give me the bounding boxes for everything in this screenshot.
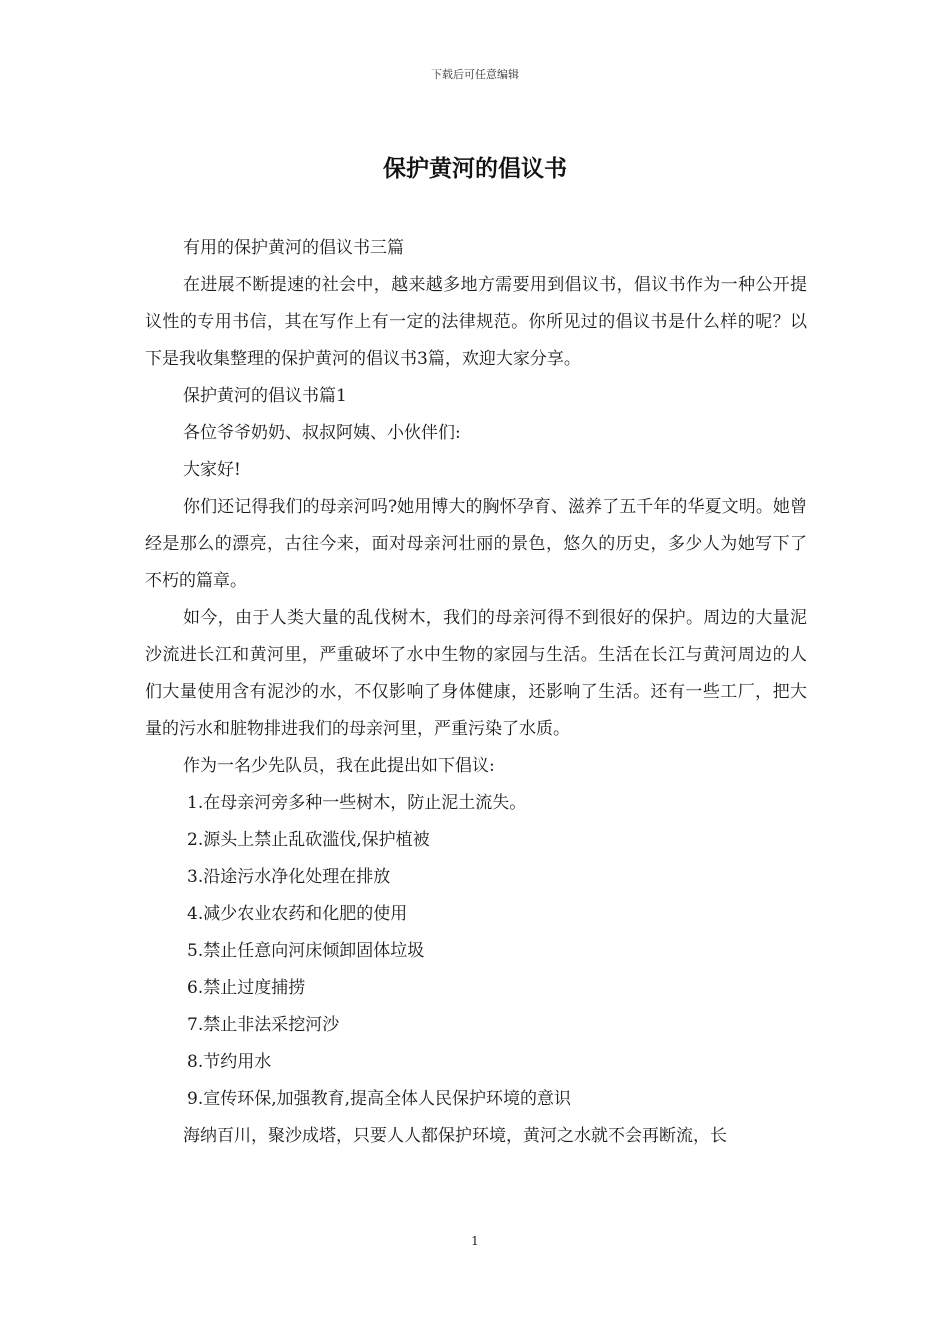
proposal-item: 1.在母亲河旁多种一些树木，防止泥土流失。 <box>187 793 527 813</box>
proposal-intro: 作为一名少先队员，我在此提出如下倡议: <box>183 756 495 776</box>
subtitle-line: 有用的保护黄河的倡议书三篇 <box>183 238 404 258</box>
body-paragraph-1: 你们还记得我们的母亲河吗?她用博大的胸怀孕育、滋养了五千年的华夏文明。她曾经是那么的漂亮，古往今来，面对母亲河壮丽的景色，悠久的历史，多少人为她写下了不朽的篇章。 <box>145 497 807 591</box>
proposal-item: 2.源头上禁止乱砍滥伐,保护植被 <box>187 830 430 850</box>
document-body <box>145 230 807 1155</box>
page-number: 1 <box>471 1234 479 1248</box>
proposal-item: 7.禁止非法采挖河沙 <box>187 1015 340 1035</box>
proposal-item: 4.减少农业农药和化肥的使用 <box>187 904 408 924</box>
closing-paragraph: 海纳百川，聚沙成塔，只要人人都保护环境，黄河之水就不会再断流，长 <box>183 1126 727 1146</box>
body-paragraph-2: 如今，由于人类大量的乱伐树木，我们的母亲河得不到很好的保护。周边的大量泥沙流进长江和黄河里，严重破坏了水中生物的家园与生活。生活在长江与黄河周边的人们大量使用含有泥沙的水，不仅影响了身体健康，还影响了生活。还有一些工厂，把大量的污水和脏物排进我们的母亲河里，严重污染了水质。 <box>145 608 807 739</box>
header-note: 下载后可任意编辑 <box>431 68 519 81</box>
proposal-item: 5.禁止任意向河床倾卸固体垃圾 <box>187 941 425 961</box>
proposal-item: 3.沿途污水净化处理在排放 <box>187 867 391 887</box>
proposal-item: 6.禁止过度捕捞 <box>187 978 306 998</box>
proposal-item: 8.节约用水 <box>187 1052 272 1072</box>
document-title: 保护黄河的倡议书 <box>383 155 567 182</box>
section-heading: 保护黄河的倡议书篇1 <box>183 386 347 406</box>
proposal-item: 9.宣传环保,加强教育,提高全体人民保护环境的意识 <box>187 1089 572 1109</box>
proposal-list <box>145 785 807 1118</box>
greeting: 大家好! <box>183 460 241 480</box>
salutation: 各位爷爷奶奶、叔叔阿姨、小伙伴们: <box>183 423 461 443</box>
intro-paragraph: 在进展不断提速的社会中，越来越多地方需要用到倡议书，倡议书作为一种公开提议性的专用书信，其在写作上有一定的法律规范。你所见过的倡议书是什么样的呢？以下是我收集整理的保护黄河的倡议书3篇，欢迎大家分享。 <box>145 275 807 369</box>
